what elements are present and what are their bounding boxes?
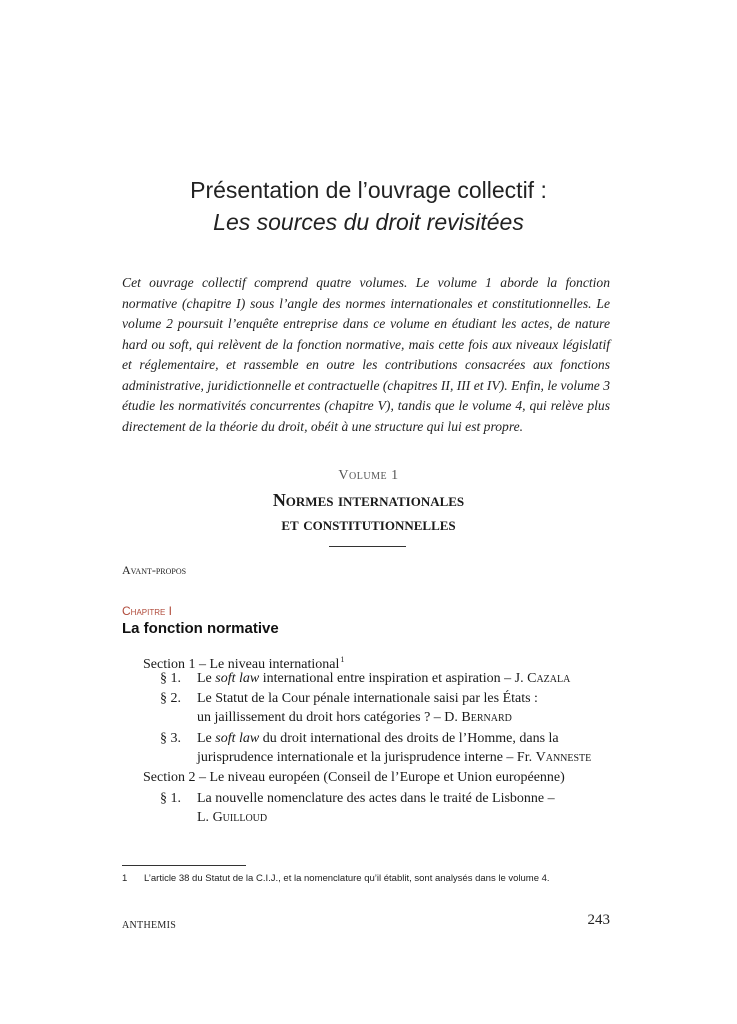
toc-item-text: Le Statut de la Cour pénale internationale saisi par les États : — [197, 691, 538, 706]
toc-item-number: § 1. — [160, 671, 181, 686]
footnote-divider — [122, 865, 246, 866]
toc-item — [160, 789, 620, 829]
toc-item-text: La nouvelle nomenclature des actes dans le traité de Lisbonne – — [197, 791, 555, 806]
toc-item-text-cont: L. Guilloud — [197, 810, 268, 825]
volume-title — [0, 488, 737, 536]
footnote-ref: 1 — [340, 655, 345, 664]
footnote-text: L’article 38 du Statut de la C.I.J., et la nomenclature qu’il établit, sont analysés dans le volume 4. — [144, 873, 550, 884]
toc-item-text: Le soft law du droit international des droits de l’Homme, dans la — [197, 731, 559, 746]
toc-item-author: Guilloud — [212, 810, 268, 825]
toc-item — [160, 689, 620, 729]
footnote-mark: 1 — [122, 873, 128, 884]
volume-title-line-1: Normes internationales — [272, 490, 465, 510]
toc-item-number: § 2. — [160, 691, 181, 706]
toc-item-number: § 1. — [160, 791, 181, 806]
toc-section-1-label: Section 1 – Le niveau international — [143, 657, 340, 672]
footnote — [122, 873, 550, 884]
toc-item-author: Cazala — [527, 671, 571, 686]
toc-item — [160, 729, 620, 769]
intro-paragraph: Cet ouvrage collectif comprend quatre volumes. Le volume 1 aborde la fonction normative (chapitre I) sous l’angle des normes internationales et constitutionnelles. Le volume 2 poursuit l’enquête entreprise dans ce volume en étudiant les actes, de nature hard ou soft, qui relèvent de la fonction normative, mais cette fois aux niveaux législatif et réglementaire, et rassemble en outre les contributions consacrées aux fonctions administrative, juridictionnelle et contractuelle (chapitres II, III et IV). Enfin, le volume 3 étudie les normativités concurrentes (chapitre V), tandis que le volume 4, qui relève plus directement de la théorie du droit, obéit à une structure qui lui est propre. — [122, 275, 610, 434]
chapter-label: Chapitre I — [122, 604, 173, 618]
volume-title-line-2: et constitutionnelles — [281, 514, 456, 534]
toc-item-text: Le soft law international entre inspiration et aspiration – J. Cazala — [197, 671, 571, 686]
publisher-name: ANTHEMIS — [122, 920, 177, 931]
page-number: 243 — [587, 912, 610, 928]
title-line-1: Présentation de l’ouvrage collectif : — [190, 177, 547, 203]
toc-item-author: Bernard — [461, 710, 512, 725]
page-title — [0, 174, 737, 238]
toc-item-author: Vanneste — [535, 750, 592, 765]
toc-item-number: § 3. — [160, 731, 181, 746]
volume-divider — [329, 546, 406, 547]
volume-label: Volume 1 — [338, 468, 399, 483]
title-line-2: Les sources du droit revisitées — [213, 209, 524, 235]
avant-propos: Avant-propos — [122, 563, 187, 577]
toc-section-2: Section 2 – Le niveau européen (Conseil de l’Europe et Union européenne) — [143, 770, 565, 785]
chapter-title: La fonction normative — [122, 620, 279, 637]
toc-item-text-cont: jurisprudence internationale et la jurisprudence interne – Fr. Vanneste — [197, 750, 592, 765]
toc-item-text-cont: un jaillissement du droit hors catégories ? – D. Bernard — [197, 710, 512, 725]
